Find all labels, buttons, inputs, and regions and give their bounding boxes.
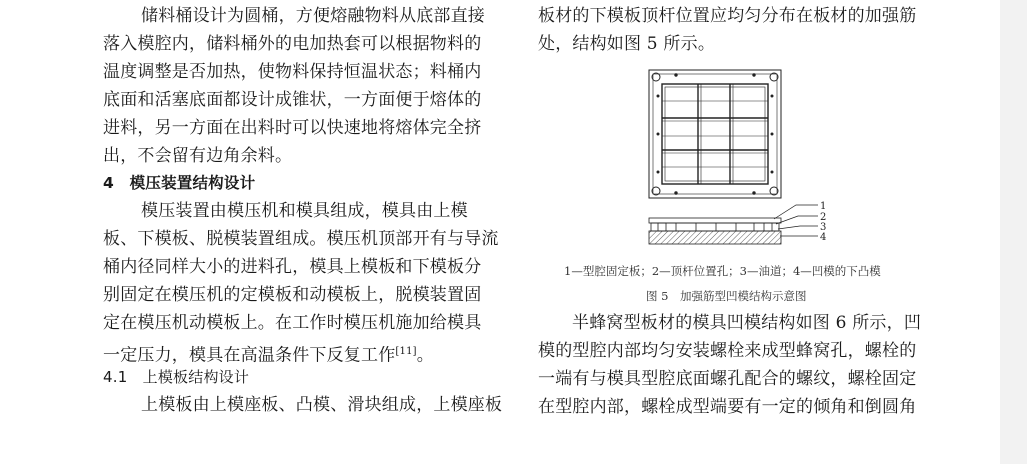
callout-label: 3 [820,222,827,233]
citation-ref[interactable]: [11] [395,346,417,357]
viewer-margin [1000,0,1027,464]
paragraph-line: 底面和活塞底面都设计成锥状，一方面便于熔体的 [103,90,482,110]
paragraph-line: 别固定在模压机的定模板和动模板上，脱模装置固 [103,285,482,305]
paragraph-line: 处，结构如图 5 所示。 [538,34,716,54]
subsection-heading: 4.1 上模板结构设计 [103,368,250,386]
paragraph-line: 板、下模板、脱模装置组成。模压机顶部开有与导流 [103,229,499,249]
section-heading: 4 模压装置结构设计 [103,174,256,192]
callout-label: 1 [820,201,827,212]
mold-section-view [649,218,781,244]
paragraph-line: 模的型腔内部均匀安装螺栓来成型蜂窝孔，螺栓的 [538,341,917,361]
paragraph-line: 在型腔内部，螺栓成型端要有一定的倾角和倒圆角 [538,397,917,417]
callout-label: 2 [820,212,827,223]
punctuation: 。 [416,345,434,366]
paragraph-line: 进料，另一方面在出料时可以快速地将熔体完全挤 [103,118,482,138]
mold-structure-figure [646,66,836,256]
paragraph-line: 半蜂窝型板材的模具凹模结构如图 6 所示，凹 [572,313,922,333]
paragraph-line: 定在模压机动模板上。在工作时模压机施加给模具 [103,313,482,333]
paragraph-line: 储料桶设计为圆桶，方便熔融物料从底部直接 [141,6,485,26]
paragraph-line: 出，不会留有边角余料。 [103,146,293,166]
paragraph-line: 落入模腔内，储料桶外的电加热套可以根据物料的 [103,34,482,54]
paragraph-line: 上模板由上模座板、凸模、滑块组成，上模座板 [141,395,503,415]
paragraph-line: 板材的下模板顶杆位置应均匀分布在板材的加强筋 [538,6,917,26]
paragraph-line: 模压装置由模压机和模具组成，模具由上模 [141,201,468,221]
paragraph-text: 一定压力，模具在高温条件下反复工作 [103,345,396,366]
paragraph-line: 温度调整是否加热，使物料保持恒温状态；料桶内 [103,62,482,82]
figure-title: 图 5 加强筋型凹模结构示意图 [646,289,807,303]
paragraph-line: 桶内径同样大小的进料孔，模具上模板和下模板分 [103,257,482,277]
callout-label: 4 [820,232,827,243]
paragraph-line: 一端有与模具型腔底面螺孔配合的螺纹，螺栓固定 [538,369,917,389]
mold-top-view [649,70,781,198]
paragraph-line-with-citation [103,342,434,366]
figure-legend: 1—型腔固定板；2—顶杆位置孔；3—油道；4—凹模的下凸模 [564,264,881,278]
